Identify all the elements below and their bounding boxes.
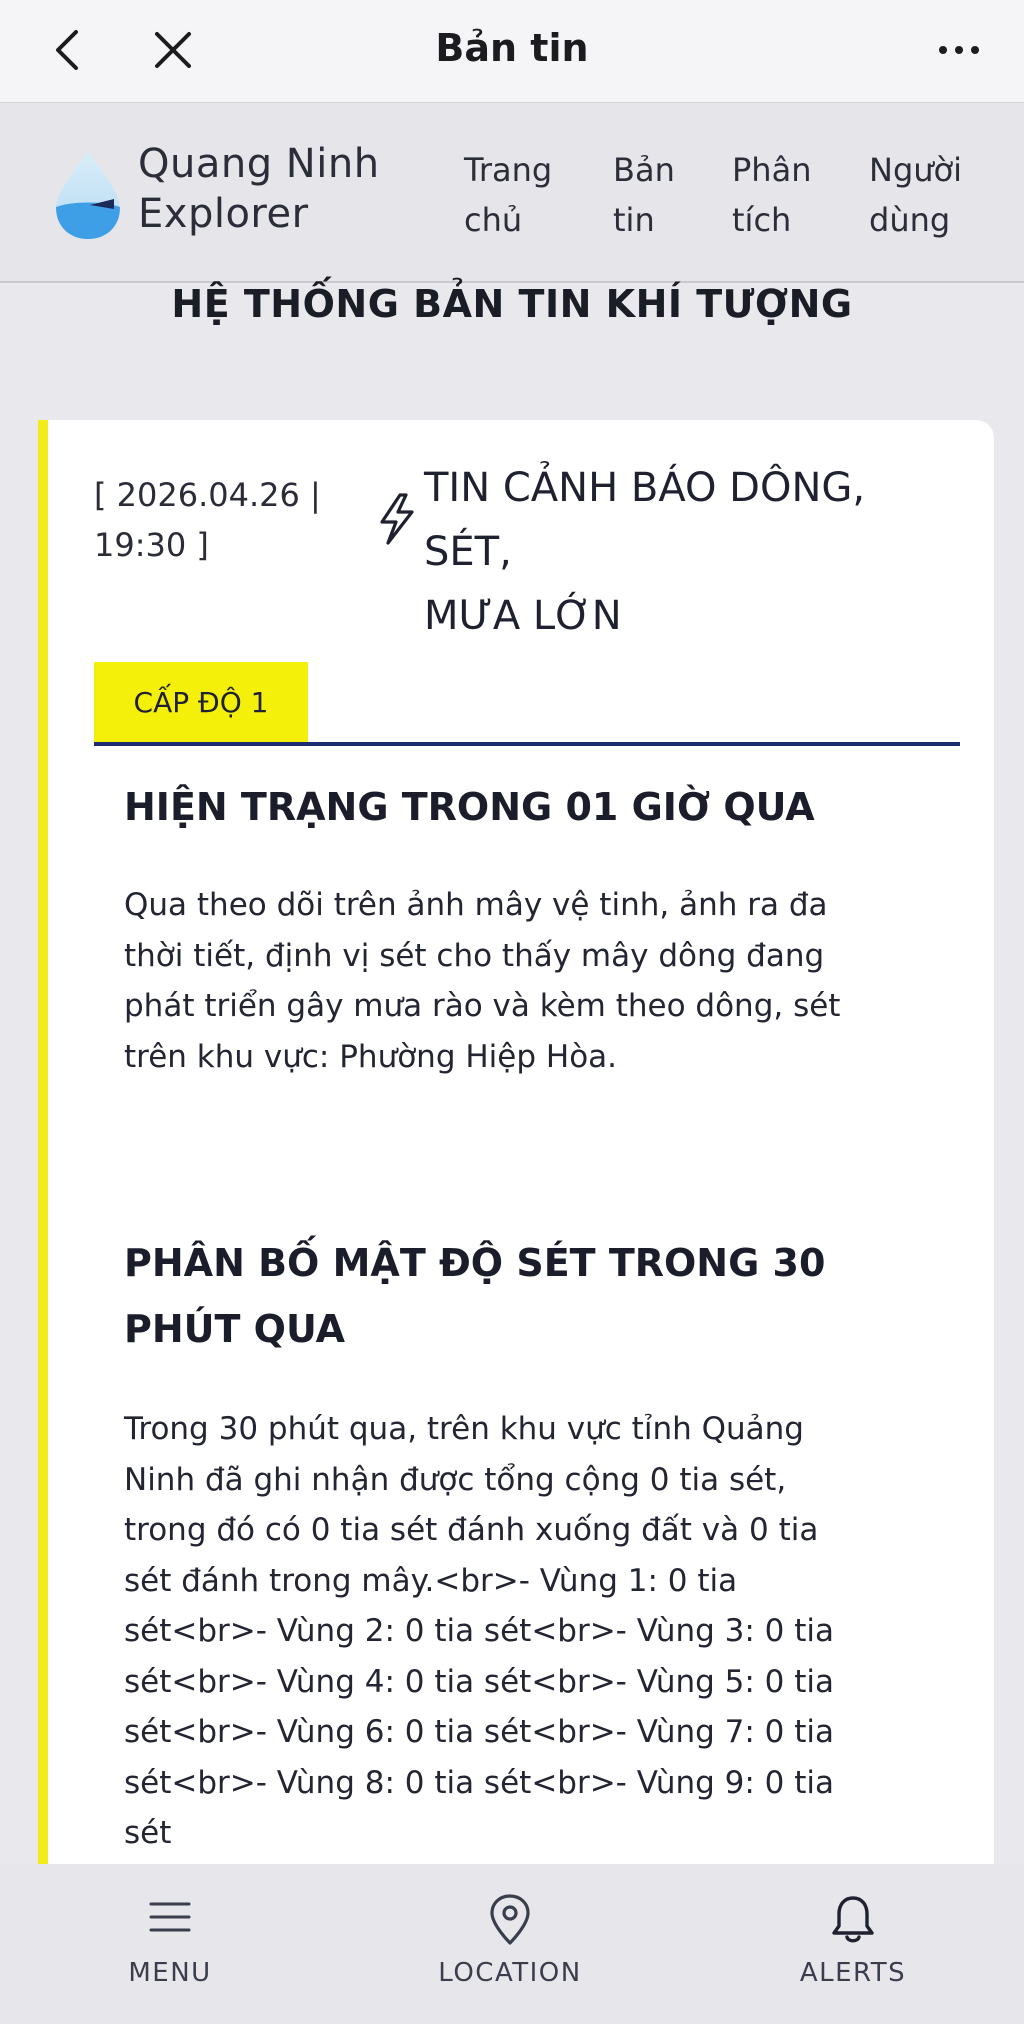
water-drop-logo[interactable] [52, 147, 124, 243]
bottom-nav-location-label: LOCATION [438, 1958, 582, 1988]
timestamp-line-2: 19:30 ] [94, 526, 209, 564]
body-line: sét<br>- Vùng 4: 0 tia sét<br>- Vùng 5: 0 tia [124, 1663, 835, 1700]
body-line: Qua theo dõi trên ảnh mây vệ tinh, ảnh ra đa [124, 887, 828, 923]
nav-item-bulletin[interactable] [613, 145, 675, 245]
nav-item-users-line2: dùng [869, 201, 951, 239]
bottom-nav-menu[interactable] [70, 1894, 270, 1988]
brand-name[interactable] [138, 139, 380, 239]
body-line: sét [124, 1815, 172, 1851]
body-line: Trong 30 phút qua, trên khu vực tỉnh Quảng [124, 1411, 804, 1447]
brand-line-1: Quang Ninh [138, 141, 380, 187]
lightning-icon [374, 492, 418, 546]
app-bar-title: Bản tin [435, 26, 589, 70]
app-top-bar [0, 0, 1024, 103]
section-title-current-status: HIỆN TRẠNG TRONG 01 GIỜ QUA [124, 785, 815, 829]
section-divider [94, 742, 960, 746]
nav-item-analysis-line2: tích [732, 201, 792, 239]
body-line: trên khu vực: Phường Hiệp Hòa. [124, 1038, 618, 1075]
bulletin-card [38, 420, 994, 1900]
brand-line-2: Explorer [138, 191, 309, 237]
bulletin-title-line1: TIN CẢNH BÁO DÔNG, SÉT, [424, 465, 866, 575]
bottom-nav-alerts-label: ALERTS [799, 1958, 907, 1988]
nav-item-analysis-line1: Phân [732, 151, 812, 189]
location-pin-icon [487, 1894, 533, 1946]
section-body-current-status [124, 880, 924, 1082]
body-line: sét<br>- Vùng 8: 0 tia sét<br>- Vùng 9: 0 tia [124, 1764, 835, 1801]
body-line: sét<br>- Vùng 2: 0 tia sét<br>- Vùng 3: 0 tia [124, 1613, 835, 1649]
timestamp-line-1: [ 2026.04.26 | [94, 476, 321, 514]
bottom-nav-menu-label: MENU [128, 1958, 212, 1988]
menu-icon [147, 1894, 193, 1940]
site-header [0, 103, 1024, 283]
body-line: Ninh đã ghi nhận được tổng cộng 0 tia sét, [124, 1461, 787, 1498]
section-title-line2: PHÚT QUA [124, 1307, 346, 1351]
bell-icon [830, 1894, 876, 1946]
bulletin-timestamp [94, 470, 324, 570]
nav-item-users[interactable] [869, 145, 962, 245]
nav-item-home-line2: chủ [464, 201, 523, 239]
bottom-nav-location[interactable] [410, 1894, 610, 1988]
bottom-nav-alerts[interactable] [753, 1894, 953, 1988]
more-horizontal-icon[interactable] [930, 30, 990, 70]
page-heading: HỆ THỐNG BẢN TIN KHÍ TƯỢNG [171, 282, 853, 326]
body-line: thời tiết, định vị sét cho thấy mây dông đang [124, 937, 825, 974]
body-line: trong đó có 0 tia sét đánh xuống đất và 0 tia [124, 1512, 819, 1548]
nav-item-home[interactable] [464, 145, 552, 245]
section-title-line1: PHÂN BỐ MẬT ĐỘ SÉT TRONG 30 [124, 1241, 826, 1285]
body-line: phát triển gây mưa rào và kèm theo dông, sét [124, 988, 841, 1024]
bottom-nav [0, 1864, 1024, 2024]
warning-level-badge: CẤP ĐỘ 1 [94, 662, 308, 744]
body-line: sét<br>- Vùng 6: 0 tia sét<br>- Vùng 7: 0 tia [124, 1714, 835, 1750]
section-body-lightning-density [124, 1404, 924, 1859]
nav-item-users-line1: Người [869, 151, 962, 189]
nav-item-home-line1: Trang [464, 151, 553, 189]
nav-item-bulletin-line1: Bản [613, 151, 675, 189]
nav-item-analysis[interactable] [732, 145, 811, 245]
body-line: sét đánh trong mây.<br>- Vùng 1: 0 tia [124, 1562, 738, 1599]
section-title-lightning-density [124, 1230, 904, 1362]
bulletin-title [424, 456, 964, 648]
bulletin-title-line2: MƯA LỚN [424, 593, 622, 639]
nav-item-bulletin-line2: tin [613, 201, 655, 239]
